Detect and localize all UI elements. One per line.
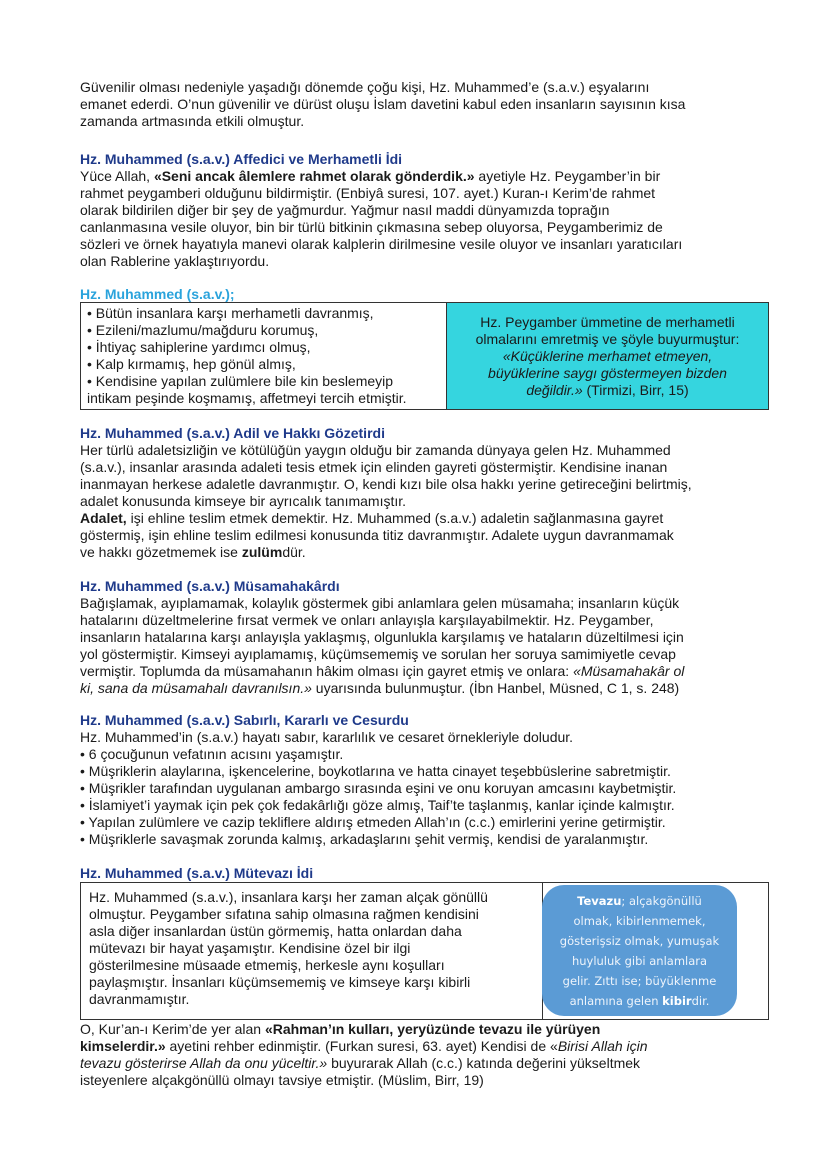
- italic-text: «Küçüklerine merhamet etmeyen,: [502, 347, 713, 364]
- text-segment: olan Rablerine yaklaştırıyordu.: [80, 253, 270, 269]
- text-line: [526, 382, 688, 399]
- text-segment: isteyenlere alçakgönüllü olmayı tavsiye etmiştir. (Müslim, Birr, 19): [80, 1072, 484, 1088]
- section-body: [80, 168, 780, 270]
- text-segment: ve hakkı gözetmemek ise: [80, 544, 242, 560]
- text-segment: (s.a.v.), insanlar arasında adaleti tesis etmek için elinden gayreti göstermiştir. Kendisine inanan: [80, 459, 668, 475]
- text-line: [80, 527, 780, 544]
- text-line: [80, 236, 780, 253]
- text-line: [80, 96, 780, 113]
- text-line: [80, 202, 780, 219]
- text-line: [480, 314, 734, 331]
- section-patient: [80, 711, 780, 848]
- section-heading: Hz. Muhammed (s.a.v.) Müsamahakârdı: [80, 578, 340, 594]
- text-line: [80, 814, 780, 831]
- text-segment: davranmamıştır.: [89, 991, 190, 1007]
- text-line: [80, 1021, 780, 1038]
- text-line: [80, 831, 780, 848]
- text-segment: Hz. Muhammed (s.a.v.), insanlara karşı her zaman alçak gönüllü: [89, 889, 488, 905]
- section-merciful: [80, 150, 780, 270]
- text-segment: Hz. Peygamber ümmetine de merhametli: [480, 313, 735, 330]
- text-line: [80, 797, 780, 814]
- text-segment: paylaşmıştır. İnsanları küçümsememiş ve kimseye karşı kibirli: [89, 974, 471, 990]
- text-line: [80, 612, 780, 629]
- section-heading: Hz. Muhammed (s.a.v.) Sabırlı, Kararlı ve Cesurdu: [80, 712, 409, 728]
- section-heading: Hz. Muhammed (s.a.v.) Mütevazı İdi: [80, 865, 314, 881]
- text-segment: olarak bildirilen diğer bir şey de yağmurdur. Yağmur nasıl maddi dünyamızda toprağın: [80, 202, 610, 218]
- text-segment: emanet ederdi. O’nun güvenilir ve dürüst oluşu İslam davetini kabul eden insanların sayısının kısa: [80, 96, 686, 112]
- text-line: [80, 219, 780, 236]
- qualities-box: [80, 302, 769, 410]
- text-segment: Bağışlamak, ayıplamamak, kolaylık göstermek gibi anlamlara gelen müsamaha; insanların küçük: [80, 595, 680, 611]
- text-segment: olmak, kibirlenmemek,: [573, 913, 706, 928]
- text-segment: gösterilmesine müsaade etmemiş, herkesle aynı koşulları: [89, 957, 445, 973]
- bold-text: Tevazu: [577, 893, 622, 908]
- text-line: [80, 442, 780, 459]
- text-segment: • 6 çocuğunun vefatının acısını yaşamıştır.: [80, 746, 344, 762]
- text-line: [80, 253, 780, 270]
- text-segment: (Tirmizi, Birr, 15): [582, 381, 689, 398]
- text-line: [80, 595, 780, 612]
- text-segment: olmuştur. Peygamber sıfatına sahip olmasına rağmen kendisini: [89, 906, 479, 922]
- text-line: [87, 339, 440, 356]
- text-line: [80, 629, 780, 646]
- hadith-quote-box: [447, 303, 768, 409]
- text-line: [89, 889, 534, 906]
- text-line: [476, 331, 740, 348]
- text-line: [89, 974, 534, 991]
- text-line: [87, 373, 440, 390]
- text-line: [80, 476, 780, 493]
- text-line: [488, 365, 727, 382]
- text-line: [80, 746, 780, 763]
- text-segment: • İhtiyaç sahiplerine yardımcı olmuş,: [87, 339, 311, 355]
- text-segment: • Kendisine yapılan zulümlere bile kin beslemeyip: [87, 373, 394, 389]
- text-line: [87, 390, 440, 407]
- bold-text: Adalet,: [80, 510, 127, 526]
- text-line: [542, 891, 737, 911]
- text-segment: buyurarak Allah (c.c.) katında değerini yükseltmek: [327, 1055, 641, 1071]
- text-segment: • Ezileni/mazlumu/mağduru korumuş,: [87, 322, 319, 338]
- section-humble: [80, 864, 780, 882]
- text-line: [80, 493, 780, 510]
- text-segment: O, Kur’an-ı Kerim’de yer alan: [80, 1021, 265, 1037]
- italic-text: değildir.»: [526, 381, 583, 398]
- text-segment: ; alçakgönüllü: [621, 893, 702, 908]
- section-heading: Hz. Muhammed (s.a.v.) Affedici ve Merhametli İdi: [80, 151, 403, 167]
- text-segment: zamanda artmasında etkili olmuştur.: [80, 113, 305, 129]
- text-segment: anlamına gelen: [569, 993, 663, 1008]
- text-line: [89, 906, 534, 923]
- qualities-list: [81, 303, 447, 409]
- text-segment: • Yapılan zulümlere ve cazip tekliflere aldırış etmeden Allah’ın (c.c.) emirlerini yerine getirmiştir.: [80, 814, 666, 830]
- section-body: [80, 442, 780, 561]
- text-line: [542, 931, 737, 951]
- text-line: [89, 940, 534, 957]
- text-segment: adalet konusunda kimseye bir ayrıcalık tanımamıştır.: [80, 493, 407, 509]
- text-segment: Yüce Allah,: [80, 168, 154, 184]
- text-segment: • Kalp kırmamış, hep gönül almış,: [87, 356, 296, 372]
- text-segment: mütevazı bir hayat yaşamıştır. Kendisine özel bir ilgi: [89, 940, 411, 956]
- text-segment: • Müşriklerle savaşmak zorunda kalmış, arkadaşlarını şehit vermiş, kendisi de yaralanmıştır.: [80, 831, 649, 847]
- text-line: [89, 923, 534, 940]
- text-segment: Her türlü adaletsizliğin ve kötülüğün yaygın olduğu bir zamanda dünyaya gelen Hz. Muhammed: [80, 442, 671, 458]
- text-segment: hatalarını düzeltmelerine fırsat vermek ve onları anlayışla karşılayabilmektir. Hz. Peygamber,: [80, 612, 654, 628]
- text-segment: insanların hatalarına karşı anlayışla yaklaşmış, olgunlukla karşılamış ve hataların düzeltilmesi için: [80, 629, 684, 645]
- text-line: [80, 1072, 780, 1089]
- text-segment: ayetiyle Hz. Peygamber’in bir: [474, 168, 661, 184]
- text-line: [87, 356, 440, 373]
- text-line: [542, 951, 737, 971]
- bold-text: «Rahman’ın kulları, yeryüzünde tevazu ile yürüyen: [264, 1021, 601, 1037]
- text-segment: dür.: [282, 544, 306, 560]
- text-segment: gösterişsiz olmak, yumuşak: [559, 933, 720, 948]
- text-segment: huyluluk gibi anlamlara: [571, 953, 708, 968]
- text-segment: işi ehline teslim etmek demektir. Hz. Muhammed (s.a.v.) adaletin sağlanmasına gayret: [126, 510, 664, 526]
- text-segment: vermiştir. Toplumda da müsamahanın hâkim olması için gayret etmiş ve onlara:: [80, 663, 574, 679]
- text-line: [80, 113, 780, 130]
- italic-text: tevazu gösterirse Allah da onu yüceltir.»: [80, 1055, 328, 1071]
- text-segment: ayetini rehber edinmiştir. (Furkan suresi, 63. ayet) Kendisi de «: [165, 1038, 558, 1054]
- text-segment: • İslamiyet’i yaymak için pek çok fedakârlığı göze almış, Taif’te taşlanmış, kanlar içinde kalmıştır.: [80, 797, 675, 813]
- text-segment: asla diğer insanlardan üstün görmemiş, hatta onlardan daha: [89, 923, 462, 939]
- text-line: [80, 1055, 780, 1072]
- text-line: [542, 971, 737, 991]
- section-body: [80, 595, 780, 697]
- text-line: [80, 510, 780, 527]
- bold-text: kibir: [662, 993, 692, 1008]
- section-qualities: [80, 285, 780, 303]
- text-segment: yol göstermiştir. Kimseyi ayıplamamış, küçümsememiş ve sorulan her soruya samimiyetle cevap: [80, 646, 676, 662]
- text-segment: Güvenilir olması nedeniyle yaşadığı dönemde çoğu kişi, Hz. Muhammed’e (s.a.v.) eşyalarını: [80, 79, 650, 95]
- text-segment: uyarısında bulunmuştur. (İbn Hanbel, Müsned, C 1, s. 248): [311, 680, 680, 696]
- intro-paragraph: [80, 79, 780, 130]
- text-segment: göstermiş, işin ehline teslim edilmesi konusunda titiz davranmıştır. Adalete uygun davranmamak: [80, 527, 674, 543]
- section-heading: Hz. Muhammed (s.a.v.) Adil ve Hakkı Gözetirdi: [80, 425, 385, 441]
- text-line: [80, 663, 780, 680]
- bold-text: kimselerdir.»: [80, 1038, 166, 1054]
- text-line: [87, 322, 440, 339]
- italic-text: ki, sana da müsamahalı davranılsın.»: [80, 680, 312, 696]
- text-line: [80, 646, 780, 663]
- text-segment: Hz. Muhammed’in (s.a.v.) hayatı sabır, kararlılık ve cesaret örnekleriyle doludur.: [80, 729, 574, 745]
- text-line: [80, 544, 780, 561]
- bold-text: zulüm: [241, 544, 283, 560]
- text-line: [80, 780, 780, 797]
- text-line: [542, 911, 737, 931]
- humble-text: [81, 883, 543, 1019]
- italic-text: Birisi Allah için: [557, 1038, 648, 1054]
- text-segment: • Bütün insanlara karşı merhametli davranmış,: [87, 305, 374, 321]
- text-segment: • Müşriklerin alaylarına, işkencelerine, boykotlarına ve hatta cinayet teşebbüslerine sabretmiştir.: [80, 763, 671, 779]
- text-segment: sözleri ve örnek hayatıyla manevi olarak kalplerin dirilmesine vesile oluyor ve insanları yaratıcıları: [80, 236, 683, 252]
- italic-text: «Müsamahakâr ol: [573, 663, 685, 679]
- text-line: [80, 729, 780, 746]
- text-line: [87, 305, 440, 322]
- text-line: [80, 680, 780, 697]
- text-line: [80, 185, 780, 202]
- text-line: [80, 763, 780, 780]
- italic-text: büyüklerine saygı göstermeyen bizden: [488, 364, 727, 381]
- humble-paragraph: [80, 1021, 780, 1089]
- text-line: [89, 957, 534, 974]
- text-segment: rahmet peygamberi olduğunu bildirmiştir. (Enbiyâ suresi, 107. ayet.) Kuran-ı Kerim’de rahmet: [80, 185, 656, 201]
- text-segment: intikam peşinde koşmamış, affetmeyi tercih etmiştir.: [87, 390, 407, 406]
- section-just: [80, 424, 780, 561]
- section-body: [80, 729, 780, 848]
- text-line: [80, 459, 780, 476]
- text-segment: olmalarını emretmiş ve şöyle buyurmuştur:: [475, 330, 740, 347]
- text-segment: canlanmasına vesile oluyor, bin bir türlü bitkinin çıkmasına sebep oluyorsa, Peygamberimiz de: [80, 219, 663, 235]
- tevazu-definition-box: [542, 885, 737, 1016]
- bold-text: «Seni ancak âlemlere rahmet olarak gönderdik.»: [153, 168, 475, 184]
- section-heading: Hz. Muhammed (s.a.v.);: [80, 286, 235, 302]
- text-line: [503, 348, 712, 365]
- text-segment: dir.: [691, 993, 710, 1008]
- text-line: [80, 79, 780, 96]
- text-segment: inanmayan herkese adaletle davranmıştır. O, kendi kızı bile olsa hakkı yerine getireceğini belirtmiş,: [80, 476, 692, 492]
- text-line: [542, 991, 737, 1011]
- text-line: [89, 991, 534, 1008]
- text-segment: • Müşrikler tarafından uygulanan ambargo sırasında eşini ve onu koruyan amcasını kaybetmiştir.: [80, 780, 677, 796]
- text-line: [80, 1038, 780, 1055]
- text-segment: gelir. Zıttı ise; büyüklenme: [562, 973, 717, 988]
- section-tolerant: [80, 577, 780, 697]
- text-line: [80, 168, 780, 185]
